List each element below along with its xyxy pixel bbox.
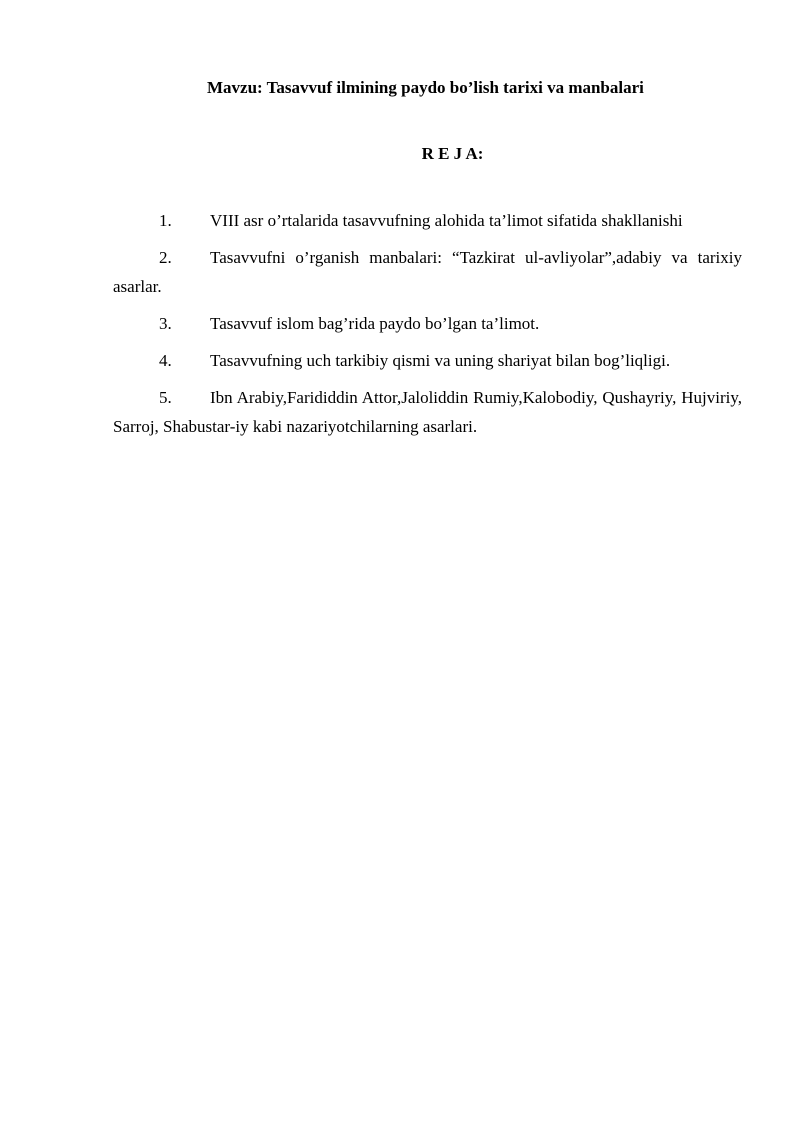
plan-item-text: VIII asr o’rtalarida tasavvufning alohida ta’limot sifatida shakllanishi	[210, 211, 683, 230]
document-title-text: Mavzu: Tasavvuf ilmining paydo bo’lish tarixi va manbalari	[207, 78, 644, 97]
plan-item-text: Ibn Arabiy,Farididdin Attor,Jaloliddin Rumiy,Kalobodiy, Qushayriy, Hujviriy, Sarroj, Shabustar-iy kabi nazariyotchilarning asarlari.	[113, 388, 742, 436]
plan-list	[113, 206, 742, 449]
plan-item	[113, 309, 742, 338]
plan-item-text: Tasavvuf islom bag’rida paydo bo’lgan ta’limot.	[210, 314, 540, 333]
plan-item-number: 2.	[159, 248, 172, 267]
plan-item-number: 3.	[159, 314, 172, 333]
plan-item-number: 1.	[159, 211, 172, 230]
plan-item	[113, 383, 742, 441]
plan-item	[113, 346, 742, 375]
plan-item	[113, 243, 742, 301]
plan-item-text: Tasavvufning uch tarkibiy qismi va uning shariyat bilan bog’liqligi.	[210, 351, 671, 370]
plan-item-number: 4.	[159, 351, 172, 370]
plan-heading: R E J A:	[421, 144, 484, 163]
plan-item-text: Tasavvufni o’rganish manbalari: “Tazkirat ul-avliyolar”,adabiy va tarixiy asarlar.	[113, 248, 742, 296]
plan-item	[113, 206, 742, 235]
plan-item-number: 5.	[159, 388, 172, 407]
